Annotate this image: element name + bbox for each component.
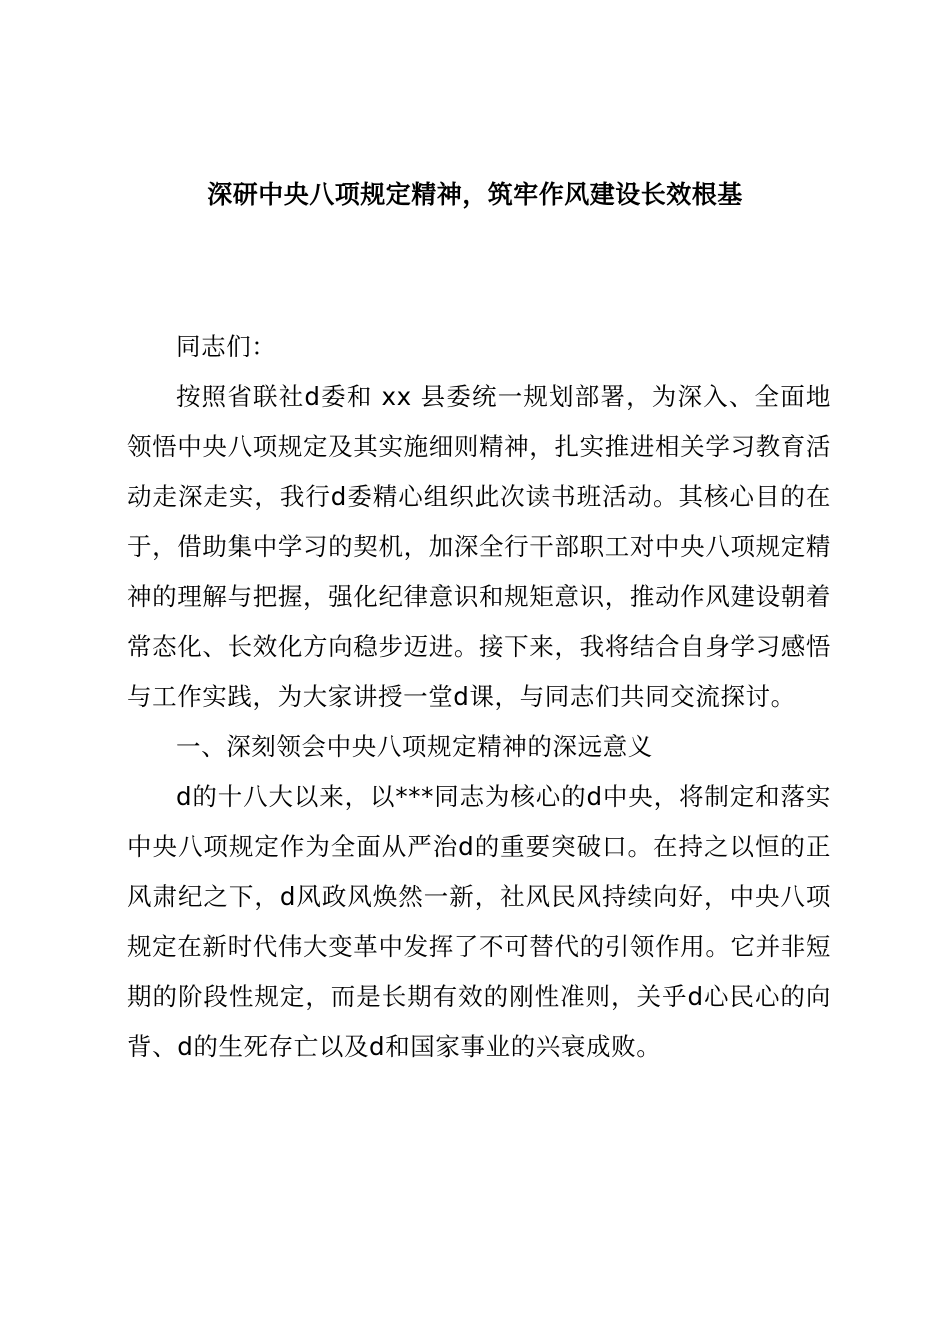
document-title: 深研中央八项规定精神，筑牢作风建设长效根基 <box>207 180 743 209</box>
paragraph-section-1: d的十八大以来，以***同志为核心的d中央，将制定和落实中央八项规定作为全面从严治d的重要突破口。在持之以恒的正风肃纪之下，d风政风焕然一新，社风民风持续向好，中央八项规定在新时代伟大变革中发挥了不可替代的引领作用。它并非短期的阶段性规定，而是长期有效的刚性准则，关乎d心民心的向背、d的生死存亡以及d和国家事业的兴衰成败。 <box>127 782 831 1061</box>
section-heading-1: 一、深刻领会中央八项规定精神的深远意义 <box>176 732 653 761</box>
paragraph-intro: 按照省联社d委和 xx 县委统一规划部署，为深入、全面地领悟中央八项规定及其实施细则精神，扎实推进相关学习教育活动走深走实，我行d委精心组织此次读书班活动。其核心目的在于，借助集中学习的契机，加深全行干部职工对中央八项规定精神的理解与把握，强化纪律意识和规矩意识，推动作风建设朝着常态化、长效化方向稳步迈进。接下来，我将结合自身学习感悟与工作实践，为大家讲授一堂d课，与同志们共同交流探讨。 <box>127 382 831 711</box>
salutation: 同志们： <box>176 332 277 361</box>
document-body <box>127 322 831 1072</box>
